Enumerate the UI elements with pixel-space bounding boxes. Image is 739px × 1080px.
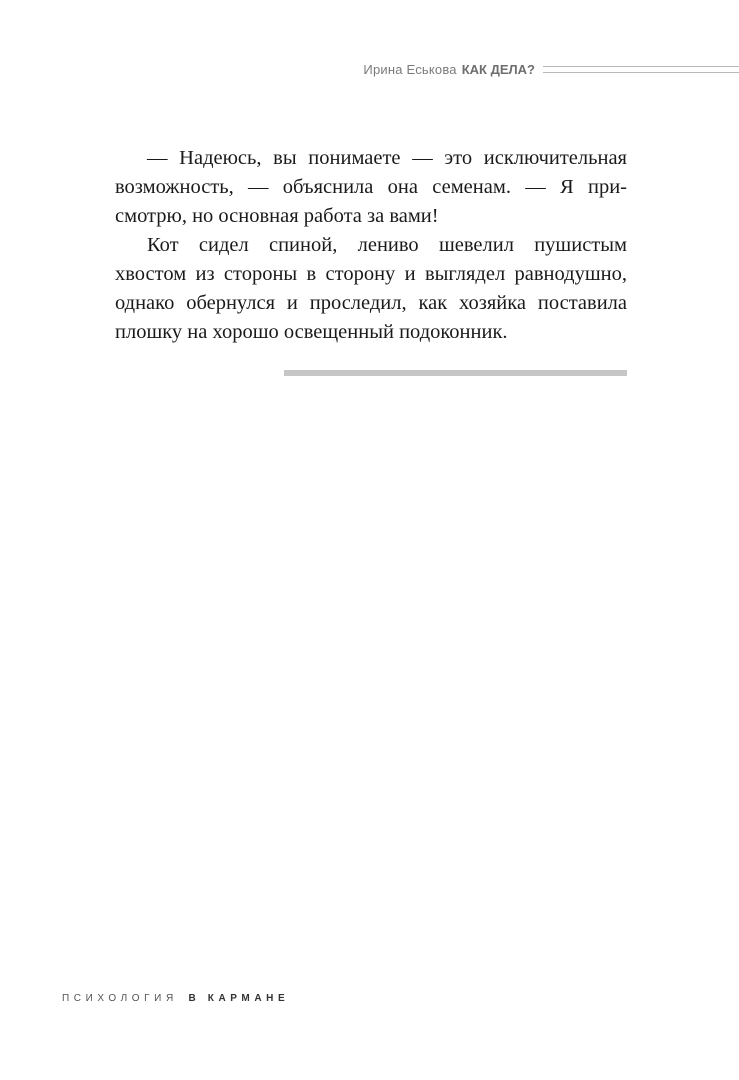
header-book-title: КАК ДЕЛА? bbox=[461, 62, 535, 77]
footer-series-part2: В КАРМАНЕ bbox=[188, 993, 290, 1004]
section-end-bar bbox=[284, 370, 627, 376]
paragraph: Кот сидел спиной, лениво шевелил пушистым хвостом из стороны в сторону и выглядел равнодушно, однако обернулся и проследил, как хозяйка поставила плошку на хорошо освещенный подоконник. bbox=[115, 234, 627, 343]
header-rule bbox=[543, 66, 739, 73]
footer-series-part1: ПСИХОЛОГИЯ bbox=[62, 993, 178, 1004]
series-footer bbox=[62, 993, 289, 1004]
body-text bbox=[115, 144, 627, 347]
header-author: Ирина Еськова bbox=[363, 62, 457, 77]
paragraph: — Надеюсь, вы понимаете — это исключительная возможность, — объяснила она семенам. — Я присмотрю, но основная работа за вами! bbox=[115, 147, 627, 227]
running-header bbox=[200, 62, 739, 77]
